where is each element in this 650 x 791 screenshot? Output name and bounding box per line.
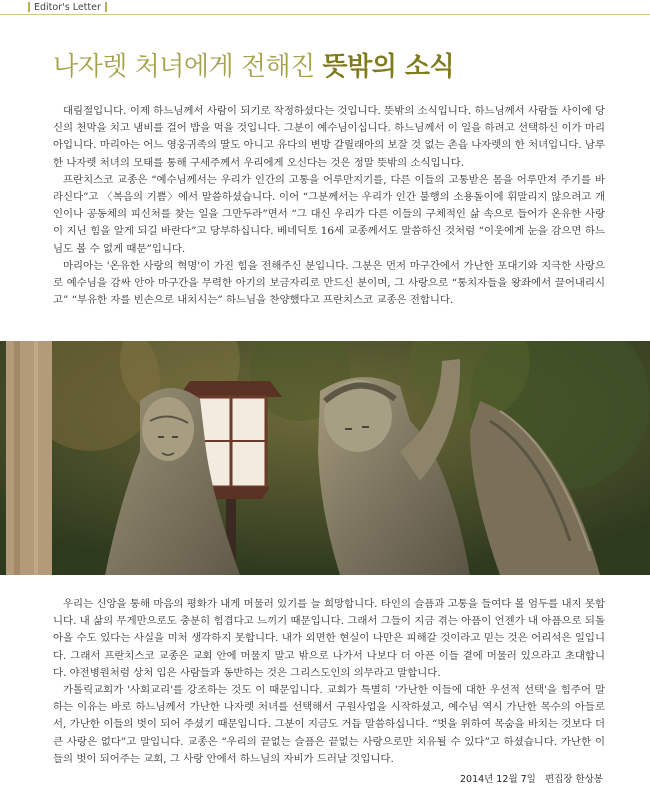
page-title-light: 나자렛 처녀에게 전해진 [53, 52, 315, 82]
section-label [0, 0, 107, 14]
byline-editor: 편집장 한상봉 [544, 774, 603, 785]
page-title [53, 46, 454, 83]
byline [460, 771, 603, 785]
section-label-text: Editor's Letter [34, 1, 101, 13]
paragraph: 프란치스코 교종은 “예수님께서는 우리가 인간의 고통을 어루만지기를, 다른 이들의 고통받은 몸을 어루만져 주기를 바라신다”고 〈복음의 기쁨〉에서 말씀하셨습니다. 이어 “그분께서는 우리가 인간 불행의 소용돌이에 휘말리지 않으려고 개인이나 공동체의 피신처를 찾는 일을 그만두라”면서 “그 대신 우리가 다른 이들의 구체적인 삶 속으로 들어가 온유한 사랑이 지닌 힘을 알게 되길 바란다”고 당부하십니다. 베네딕토 16세 교종께서도 말씀하신 것처럼 “이웃에게 눈을 감으면 하느님도 볼 수 없게 때문”입니다. [53, 173, 605, 255]
byline-date: 2014년 12월 7일 [459, 774, 536, 785]
article-body-top [53, 103, 605, 309]
paragraph: 마리아는 '온유한 사랑의 혁명'이 가진 힘을 전해주신 분입니다. 그분은 먼저 마구간에서 가난한 포대기와 지극한 사랑으로 예수님을 감싸 안아 마구간을 무력한 아기의 보금자리로 만드신 분이며, 그 사랑으로 “통치자들을 왕좌에서 끌어내리시고” “부유한 자를 빈손으로 내치시는” 하느님을 찬양했다고 프란치스코 교종은 전합니다. [53, 259, 605, 307]
paragraph: 우리는 신앙을 통해 마음의 평화가 내게 머물러 있기를 늘 희망합니다. 타인의 슬픔과 고통을 들여다 볼 엄두를 내지 못합니다. 내 삶의 무게만으로도 충분히 힘겹다고 느끼기 때문입니다. 그래서 그들이 지금 겪는 아픔이 언젠가 내 아픔으로 되돌아올 수도 있다는 사실을 미처 생각하지 못합니다. 내가 외면한 현실이 나만은 피해갈 것이라고 믿는 것은 어리석은 일입니다. 그래서 프란치스코 교종은 교회 안에 머물지 말고 밖으로 나가서 나보다 더 아픈 이들 곁에 머물러 있으라고 초대합니다. 야전병원처럼 상처 입은 사람들과 동반하는 것은 그리스도인의 의무라고 말합니다. [53, 598, 605, 679]
paragraph: 대림절입니다. 이제 하느님께서 사람이 되기로 작정하셨다는 것입니다. 뜻밖의 소식입니다. 하느님께서 사람들 사이에 당신의 천막을 치고 냄비를 걸어 밥을 먹을 것입니다. 그분이 예수님이십니다. 하느님께서 이 일을 하려고 선택하신 이가 마리아입니다. 마리아는 어느 영웅귀족의 딸도 아니고 유다의 변방 갈릴래아의 보잘 것 없는 촌읍 나자렛의 한 처녀입니다. 남루한 나자렛 처녀의 모태를 통해 구세주께서 우리에게 오신다는 것은 정말 뜻밖의 소식입니다. [53, 105, 605, 169]
section-label-bar-end [105, 2, 107, 12]
page-title-bold: 뜻밖의 소식 [322, 52, 455, 82]
article-body-bottom [53, 596, 605, 768]
sculpture-photo [0, 341, 650, 575]
header-rule [0, 14, 650, 15]
section-label-bar [28, 2, 30, 12]
paragraph: 가톨릭교회가 '사회교리'를 강조하는 것도 이 때문입니다. 교회가 특별히 '가난한 이들에 대한 우선적 선택'을 힘주어 말하는 이유는 바로 하느님께서 가난한 나자렛 처녀를 선택해서 구원사업을 시작하셨고, 예수님 역시 가난한 목수의 아들로서, 가난한 이들의 벗이 되어 주셨기 때문입니다. 그분이 지금도 거듭 말씀하십니다. “벗을 위하여 목숨을 바치는 것보다 더 큰 사랑은 없다”고 말입니다. 교종은 “우리의 끝없는 슬픔은 끝없는 사랑으로만 치유될 수 있다”고 하셨습니다. 가난한 이들의 벗이 되어주는 교회, 그 사랑 안에서 하느님의 자비가 드러날 것입니다. [53, 684, 605, 765]
